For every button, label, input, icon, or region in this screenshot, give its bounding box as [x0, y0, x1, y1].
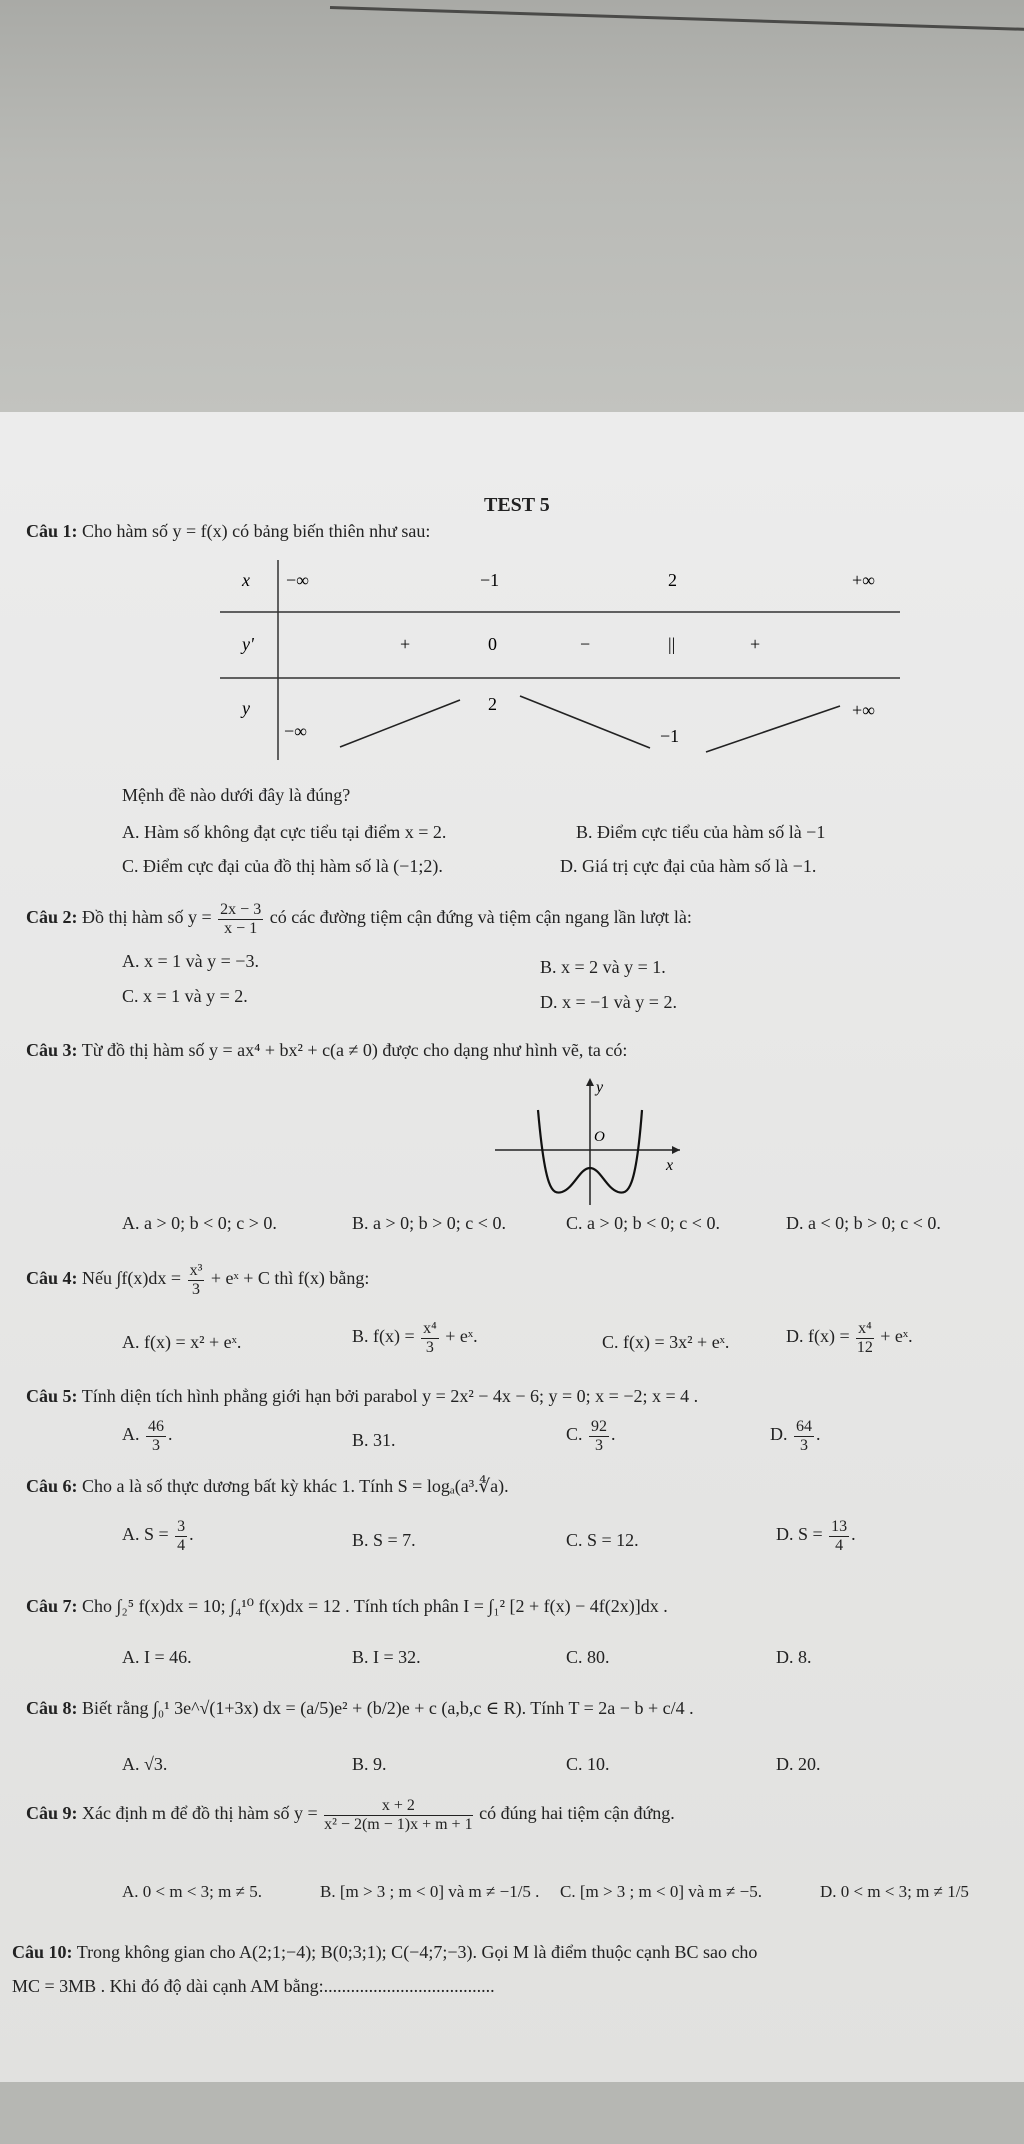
q4-b-numerator: x⁴ — [423, 1320, 437, 1337]
q7-option-b: B. I = 32. — [352, 1647, 421, 1667]
q9-option-c: C. [m > 3 ; m < 0] và m ≠ −5. — [560, 1882, 762, 1901]
table-x-val-2: −1 — [480, 570, 500, 590]
q3-text: Từ đồ thị hàm số y = ax⁴ + bx² + c(a ≠ 0) được cho dạng như hình vẽ, ta có: — [81, 1040, 628, 1060]
q6-option-d — [776, 1518, 856, 1554]
q8-option-a: A. √3. — [122, 1754, 168, 1774]
q9-denominator: x² − 2(m − 1)x + m + 1 — [324, 1815, 473, 1833]
q7-option-c: C. 80. — [566, 1647, 610, 1667]
q10-line-1: Trong không gian cho A(2;1;−4); B(0;3;1); C(−4;7;−3). Gọi M là điểm thuộc cạnh BC sao cho — [76, 1942, 758, 1962]
q6-option-b: B. S = 7. — [352, 1530, 416, 1550]
q1-prompt: Mệnh đề nào dưới đây là đúng? — [122, 785, 351, 805]
q4-fraction — [188, 1262, 205, 1298]
q8-stem — [26, 1698, 694, 1720]
q6-a-fraction — [175, 1518, 187, 1554]
q6-d-fraction — [829, 1518, 849, 1554]
q7-stem — [26, 1596, 668, 1618]
q5-a-fraction — [146, 1418, 166, 1454]
q5-c-fraction — [589, 1418, 609, 1454]
q4-stem — [26, 1262, 369, 1298]
background-bottom — [0, 2082, 1024, 2144]
q2-fraction — [218, 901, 263, 937]
q2-text-1: Đồ thị hàm số y = — [82, 907, 212, 928]
q4-option-a: A. f(x) = x² + eˣ. — [122, 1332, 242, 1352]
q7-text: Cho ∫₂⁵ f(x)dx = 10; ∫₄¹⁰ f(x)dx = 12 . Tính tích phân I = ∫₁² [2 + f(x) − 4f(2x)]dx . — [82, 1596, 668, 1616]
graph-x-arrow — [672, 1146, 680, 1154]
table-x-val-4: +∞ — [852, 570, 875, 590]
table-x-val-1: −∞ — [286, 570, 309, 590]
table-y-val-4: +∞ — [852, 700, 875, 720]
q3-graph — [490, 1070, 690, 1210]
q8-option-d: D. 20. — [776, 1754, 821, 1774]
q4-option-d-fraction — [856, 1320, 874, 1356]
q6-d-tail: . — [851, 1524, 856, 1545]
q9-stem — [26, 1797, 675, 1833]
q5-option-a — [122, 1418, 173, 1454]
q3-label: Câu 3: — [26, 1040, 78, 1060]
background-top — [0, 0, 1024, 412]
q6-a-numerator: 3 — [177, 1518, 186, 1535]
q4-option-b-text: B. f(x) = — [352, 1326, 415, 1347]
q9-option-a: A. 0 < m < 3; m ≠ 5. — [122, 1882, 262, 1901]
q5-stem — [26, 1386, 698, 1408]
q3-stem — [26, 1040, 627, 1062]
q4-option-b-tail: + eˣ. — [445, 1326, 478, 1347]
q7-option-d: D. 8. — [776, 1647, 812, 1667]
q1-option-b: B. Điểm cực tiểu của hàm số là −1 — [576, 822, 826, 842]
q1-label: Câu 1: — [26, 521, 78, 541]
q2-option-d: D. x = −1 và y = 2. — [540, 992, 677, 1012]
table-x-val-3: 2 — [668, 570, 677, 590]
q5-c-tail: . — [611, 1424, 616, 1445]
q8-option-c: C. 10. — [566, 1754, 610, 1774]
q1-option-c: C. Điểm cực đại của đồ thị hàm số là (−1;2). — [122, 856, 443, 876]
q6-text: Cho a là số thực dương bất kỳ khác 1. Tính S = logₐ(a³.∜a). — [82, 1476, 509, 1496]
q4-b-denominator: 3 — [425, 1338, 434, 1356]
q9-label: Câu 9: — [26, 1803, 78, 1824]
table-yp-val-5: + — [750, 634, 761, 654]
q10-line-2: MC = 3MB . Khi đó độ dài cạnh AM bằng:...................................... — [12, 1976, 495, 1996]
q2-text-2: có các đường tiệm cận đứng và tiệm cận ngang lần lượt là: — [269, 907, 692, 928]
q6-d-numerator: 13 — [831, 1518, 848, 1535]
q6-d-denominator: 4 — [835, 1536, 844, 1554]
table-y-label: y — [242, 698, 250, 718]
q6-stem — [26, 1476, 509, 1498]
q8-label: Câu 8: — [26, 1698, 78, 1718]
q9-text-2: có đúng hai tiệm cận đứng. — [479, 1803, 675, 1824]
q4-d-denominator: 12 — [856, 1338, 873, 1356]
q7-label: Câu 7: — [26, 1596, 78, 1616]
q5-d-prefix: D. — [770, 1424, 788, 1445]
q6-label: Câu 6: — [26, 1476, 78, 1496]
table-y-val-3: −1 — [660, 726, 680, 746]
q2-stem — [26, 901, 692, 937]
q8-text: Biết rằng ∫₀¹ 3e^√(1+3x) dx = (a/5)e² + (b/2)e + c (a,b,c ∈ R). Tính T = 2a − b + c/4 . — [82, 1698, 694, 1718]
q8-option-b: B. 9. — [352, 1754, 387, 1774]
arrow-up-1 — [340, 700, 460, 747]
q5-option-d — [770, 1418, 821, 1454]
q5-a-prefix: A. — [122, 1424, 140, 1445]
q2-numerator: 2x − 3 — [220, 901, 262, 918]
q5-c-denominator: 3 — [595, 1436, 604, 1454]
q5-d-fraction — [794, 1418, 814, 1454]
q4-text-1: Nếu ∫f(x)dx = — [82, 1268, 182, 1289]
q4-d-numerator: x⁴ — [858, 1320, 872, 1337]
q6-option-a — [122, 1518, 194, 1554]
q5-label: Câu 5: — [26, 1386, 78, 1406]
table-y-val-1: −∞ — [284, 721, 307, 741]
q4-numerator: x³ — [189, 1262, 203, 1279]
q6-a-prefix: A. S = — [122, 1524, 169, 1545]
q1-text: Cho hàm số y = f(x) có bảng biến thiên như sau: — [82, 521, 431, 541]
q9-text-1: Xác định m để đồ thị hàm số y = — [82, 1803, 318, 1824]
q4-option-b — [352, 1320, 478, 1356]
q6-d-prefix: D. S = — [776, 1524, 823, 1545]
q4-option-d-text: D. f(x) = — [786, 1326, 850, 1347]
table-x-label: x — [242, 570, 250, 590]
q5-option-c — [566, 1418, 616, 1454]
q5-c-prefix: C. — [566, 1424, 583, 1445]
q6-option-c: C. S = 12. — [566, 1530, 639, 1550]
q5-d-numerator: 64 — [796, 1418, 812, 1435]
q4-option-c: C. f(x) = 3x² + eˣ. — [602, 1332, 730, 1352]
q5-a-tail: . — [168, 1424, 173, 1445]
table-yp-val-1: + — [400, 634, 411, 654]
q3-option-c: C. a > 0; b < 0; c < 0. — [566, 1213, 720, 1233]
q9-numerator: x + 2 — [324, 1797, 472, 1816]
q9-option-b: B. [m > 3 ; m < 0] và m ≠ −1/5 . — [320, 1882, 540, 1901]
q4-option-d — [786, 1320, 913, 1356]
q5-d-denominator: 3 — [800, 1436, 808, 1454]
graph-x-label: x — [666, 1157, 674, 1174]
q2-option-a: A. x = 1 và y = −3. — [122, 951, 259, 971]
page-title: TEST 5 — [484, 494, 550, 516]
q5-c-numerator: 92 — [591, 1418, 608, 1435]
arrow-down — [520, 696, 650, 748]
graph-y-arrow — [586, 1078, 594, 1086]
q9-option-d: D. 0 < m < 3; m ≠ 1/5 — [820, 1882, 969, 1901]
q4-denominator: 3 — [191, 1280, 200, 1298]
graph-origin-label: O — [594, 1129, 605, 1145]
variation-table — [220, 560, 900, 760]
q4-label: Câu 4: — [26, 1268, 78, 1289]
graph-y-label: y — [596, 1079, 604, 1096]
q6-a-tail: . — [189, 1524, 194, 1545]
q10-label: Câu 10: — [12, 1942, 73, 1962]
q7-option-a: A. I = 46. — [122, 1647, 192, 1667]
q5-text: Tính diện tích hình phẳng giới hạn bởi parabol y = 2x² − 4x − 6; y = 0; x = −2; x = 4 . — [81, 1386, 699, 1406]
q5-a-denominator: 3 — [152, 1436, 160, 1454]
table-yp-val-2: 0 — [488, 634, 497, 654]
q3-option-b: B. a > 0; b > 0; c < 0. — [352, 1213, 506, 1233]
q1-stem — [26, 521, 430, 543]
q1-option-a: A. Hàm số không đạt cực tiểu tại điểm x = 2. — [122, 822, 447, 842]
q2-denominator: x − 1 — [224, 919, 258, 937]
q1-option-d: D. Giá trị cực đại của hàm số là −1. — [560, 856, 817, 876]
arrow-up-2 — [706, 706, 840, 752]
q5-a-numerator: 46 — [148, 1418, 164, 1435]
q2-option-b: B. x = 2 và y = 1. — [540, 957, 666, 977]
q4-option-d-tail: + eˣ. — [880, 1326, 913, 1347]
q3-option-a: A. a > 0; b < 0; c > 0. — [122, 1213, 277, 1233]
table-yp-val-4: || — [668, 634, 676, 654]
table-yp-label: y' — [242, 634, 254, 654]
q3-option-d: D. a < 0; b > 0; c < 0. — [786, 1213, 941, 1233]
q9-fraction — [324, 1797, 472, 1833]
q5-option-b: B. 31. — [352, 1430, 396, 1450]
q4-text-2: + eˣ + C thì f(x) bằng: — [210, 1268, 370, 1289]
q2-label: Câu 2: — [26, 907, 78, 928]
q4-option-b-fraction — [421, 1320, 439, 1356]
q10-stem — [12, 1942, 757, 1964]
q6-a-denominator: 4 — [177, 1536, 186, 1554]
table-yp-val-3: − — [580, 634, 591, 654]
table-y-val-2: 2 — [488, 694, 497, 714]
q5-d-tail: . — [816, 1424, 821, 1445]
q2-option-c: C. x = 1 và y = 2. — [122, 986, 248, 1006]
